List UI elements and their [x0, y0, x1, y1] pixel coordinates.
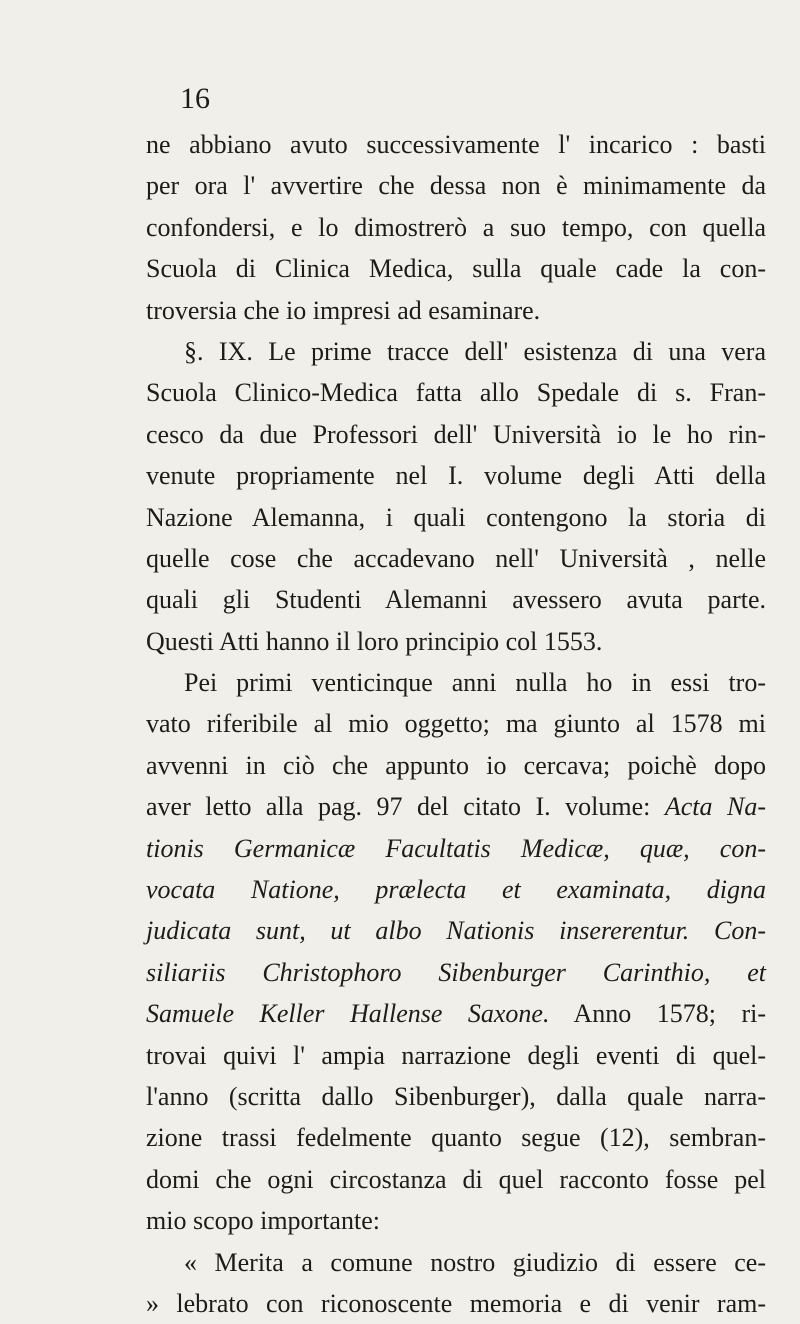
text-line: avvenni in ciò che appunto io cercava; poichè dopo: [146, 750, 766, 780]
section-heading-line: §. IX. Le prime tracce dell' esistenza di una vera: [184, 336, 766, 366]
text-line: Nazione Alemanna, i quali contengono la storia di: [146, 502, 766, 532]
text-line: mio scopo importante:: [146, 1206, 380, 1236]
text-line: venute propriamente nel I. volume degli Atti della: [146, 461, 766, 491]
text-line: quelle cose che accadevano nell' Università , nelle: [146, 543, 766, 573]
text-line: per ora l' avvertire che dessa non è minimamente da: [146, 171, 766, 201]
paragraph-start-line: Pei primi venticinque anni nulla ho in essi tro-: [184, 668, 766, 698]
text-fragment: Anno 1578; ri-: [549, 999, 766, 1029]
text-line: trovai quivi l' ampia narrazione degli eventi di quel-: [146, 1040, 766, 1070]
body-text: [146, 124, 766, 1324]
text-fragment: aver letto alla pag. 97 del citato I. volume:: [146, 792, 665, 822]
text-line: confondersi, e lo dimostrerò a suo tempo, con quella: [146, 212, 766, 242]
text-line: zione trassi fedelmente quanto segue (12), sembran-: [146, 1123, 766, 1153]
text-line: [146, 993, 766, 1034]
quotation-line: » lebrato con riconoscente memoria e di venir ram-: [146, 1288, 766, 1318]
text-line: troversia che io impresi ad esaminare.: [146, 295, 541, 325]
text-line: vato riferibile al mio oggetto; ma giunto al 1578 mi: [146, 709, 766, 739]
text-line: quali gli Studenti Alemanni avessero avuta parte.: [146, 585, 766, 615]
quotation-line: « Merita a comune nostro giudizio di essere ce-: [184, 1247, 766, 1277]
text-line: domi che ogni circostanza di quel racconto fosse pel: [146, 1164, 766, 1194]
text-line: ne abbiano avuto successivamente l' incarico : basti: [146, 130, 766, 159]
text-line: Scuola di Clinica Medica, sulla quale cade la con-: [146, 254, 766, 284]
text-line: l'anno (scritta dallo Sibenburger), dalla quale narra-: [146, 1081, 766, 1111]
text-line: [146, 786, 766, 827]
latin-quote-fragment: Samuele Keller Hallense Saxone.: [146, 999, 550, 1029]
latin-quote-fragment: Acta Na-: [664, 792, 766, 822]
page-number: 16: [180, 82, 210, 115]
latin-quote-line: tionis Germanicæ Facultatis Medicæ, quæ, con-: [146, 833, 766, 863]
latin-quote-line: judicata sunt, ut albo Nationis insererentur. Con-: [146, 916, 766, 946]
text-line: cesco da due Professori dell' Università io le ho rin-: [146, 419, 766, 449]
latin-quote-line: vocata Natione, prælecta et examinata, digna: [146, 875, 766, 905]
latin-quote-line: siliariis Christophoro Sibenburger Carinthio, et: [146, 957, 766, 987]
text-line: Questi Atti hanno il loro principio col 1553.: [146, 626, 603, 656]
text-line: Scuola Clinico-Medica fatta allo Spedale di s. Fran-: [146, 378, 766, 408]
